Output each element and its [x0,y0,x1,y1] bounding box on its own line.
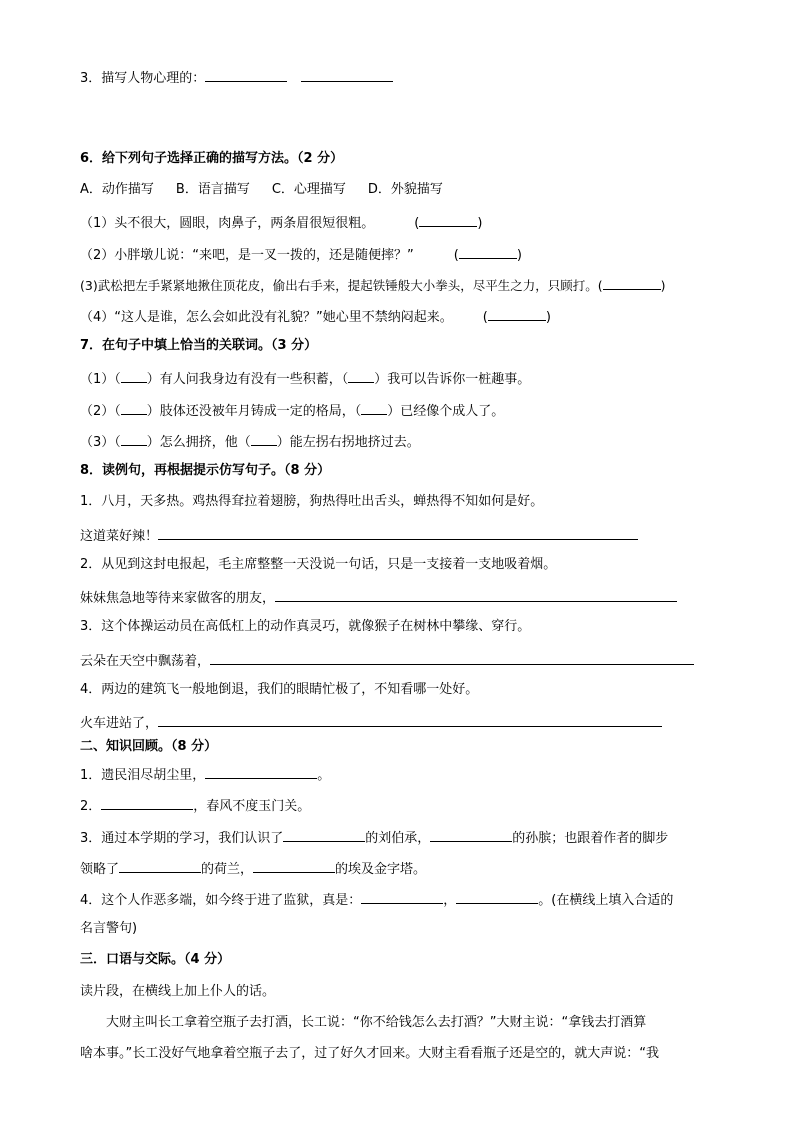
s6-title: 6．给下列句子选择正确的描写方法。（2 分） [80,151,344,166]
part2-line-2: 2． ，春风不度玉门关。 [80,795,310,816]
s8-example-3: 3．这个体操运动员在高低杠上的动作真灵巧，就像猴子在树林中攀缘、穿行。 [80,619,531,634]
s8-answer-4[interactable] [158,712,662,727]
s8-answer-3[interactable] [210,650,694,665]
s8-prompt-3: 云朵在天空中飘荡着， [80,650,694,671]
s8-prompt-4: 火车进站了， [80,712,662,733]
s8-title: 8．读例句，再根据提示仿写句子。（8 分） [80,463,331,478]
part3-instructions: 读片段，在横线上加上仆人的话。 [80,984,276,999]
part2-blank-3b[interactable] [430,827,512,842]
part3-paragraph-line-1: 大财主叫长工拿着空瓶子去打酒，长工说：“你不给钱怎么去打酒？”大财主说：“拿钱去打酒算 [106,1015,647,1030]
s7-blank-3a[interactable] [121,431,147,446]
part2-blank-3c[interactable] [119,858,201,873]
s6-answer-2[interactable] [459,244,517,259]
s6-option-d: D．外貌描写 [367,182,443,197]
s7-title: 7．在句子中填上恰当的关联词。（3 分） [80,338,318,353]
part2-blank-1[interactable] [205,764,317,779]
s7-blank-1a[interactable] [121,368,147,383]
s8-answer-1[interactable] [158,525,638,540]
s7-blank-2b[interactable] [361,400,387,415]
part2-blank-2[interactable] [101,795,193,810]
s6-option-a: A．动作描写 [80,182,154,197]
s6-item-3: (3)武松把左手紧紧地揪住顶花皮，偷出右手来，提起铁锤般大小拳头，尽平生之力，只顾打。( ) [80,275,666,295]
s6-item-4: （4）“这人是谁，怎么会如此没有礼貌？”她心里不禁纳闷起来。 ( ) [80,306,551,327]
part2-line-3b: 领略了 的荷兰， 的埃及金字塔。 [80,858,426,879]
s8-prompt-2: 妹妹焦急地等待来家做客的朋友， [80,587,677,608]
s6-item-1: （1）头不很大，圆眼，肉鼻子，两条眉很短很粗。 ( ) [80,212,482,233]
s7-blank-3b[interactable] [251,431,277,446]
s6-option-b: B．语言描写 [175,182,250,197]
s8-example-2: 2．从见到这封电报起，毛主席整整一天没说一句话，只是一支接着一支地吸着烟。 [80,557,557,572]
part3-title: 三．口语与交际。（4 分） [80,952,231,967]
part2-blank-4b[interactable] [456,889,538,904]
q3-blank-1[interactable] [205,67,287,82]
q3-line [80,67,393,88]
part3-paragraph-line-2: 啥本事。”长工没好气地拿着空瓶子去了，过了好久才回来。大财主看看瓶子还是空的，就大声说：“我 [80,1046,659,1061]
s7-item-2: （2）（ ）肢体还没被年月铸成一定的格局，（ ）已经像个成人了。 [80,400,504,421]
part2-line-3a: 3．通过本学期的学习，我们认识了 的刘伯承， 的孙膑；也跟着作者的脚步 [80,827,668,848]
part2-line-4-cont: 名言警句) [80,921,138,936]
s7-blank-1b[interactable] [348,368,374,383]
s8-example-1: 1．八月，天多热。鸡热得耷拉着翅膀，狗热得吐出舌头，蝉热得不知如何是好。 [80,494,544,509]
s6-options [80,181,443,199]
s7-blank-2a[interactable] [121,400,147,415]
s7-item-1: （1）（ ）有人问我身边有没有一些积蓄，（ ）我可以告诉你一桩趣事。 [80,368,530,389]
s8-answer-2[interactable] [275,587,677,602]
s6-answer-3[interactable] [603,275,661,290]
s6-answer-4[interactable] [488,306,546,321]
part2-line-4: 4．这个人作恶多端，如今终于进了监狱，真是： ， 。(在横线上填入合适的 [80,889,673,910]
s6-option-c: C．心理描写 [271,182,346,197]
part2-title: 二、知识回顾。（8 分） [80,739,218,754]
s6-item-2: （2）小胖墩儿说：“来吧，是一叉一拨的，还是随便摔？” ( ) [80,244,522,265]
s6-answer-1[interactable] [419,212,477,227]
q3-blank-2[interactable] [301,67,393,82]
part2-blank-3d[interactable] [253,858,335,873]
s7-item-3: （3）（ ）怎么拥挤，他（ ）能左拐右拐地挤过去。 [80,431,420,452]
s8-example-4: 4．两边的建筑飞一般地倒退，我们的眼睛忙极了，不知看哪一处好。 [80,682,479,697]
part2-blank-4a[interactable] [361,889,443,904]
part2-line-1: 1．遗民泪尽胡尘里， 。 [80,764,330,785]
part2-blank-3a[interactable] [283,827,365,842]
s8-prompt-1: 这道菜好辣！ [80,525,638,546]
q3-text: 3．描写人物心理的： [80,71,206,86]
